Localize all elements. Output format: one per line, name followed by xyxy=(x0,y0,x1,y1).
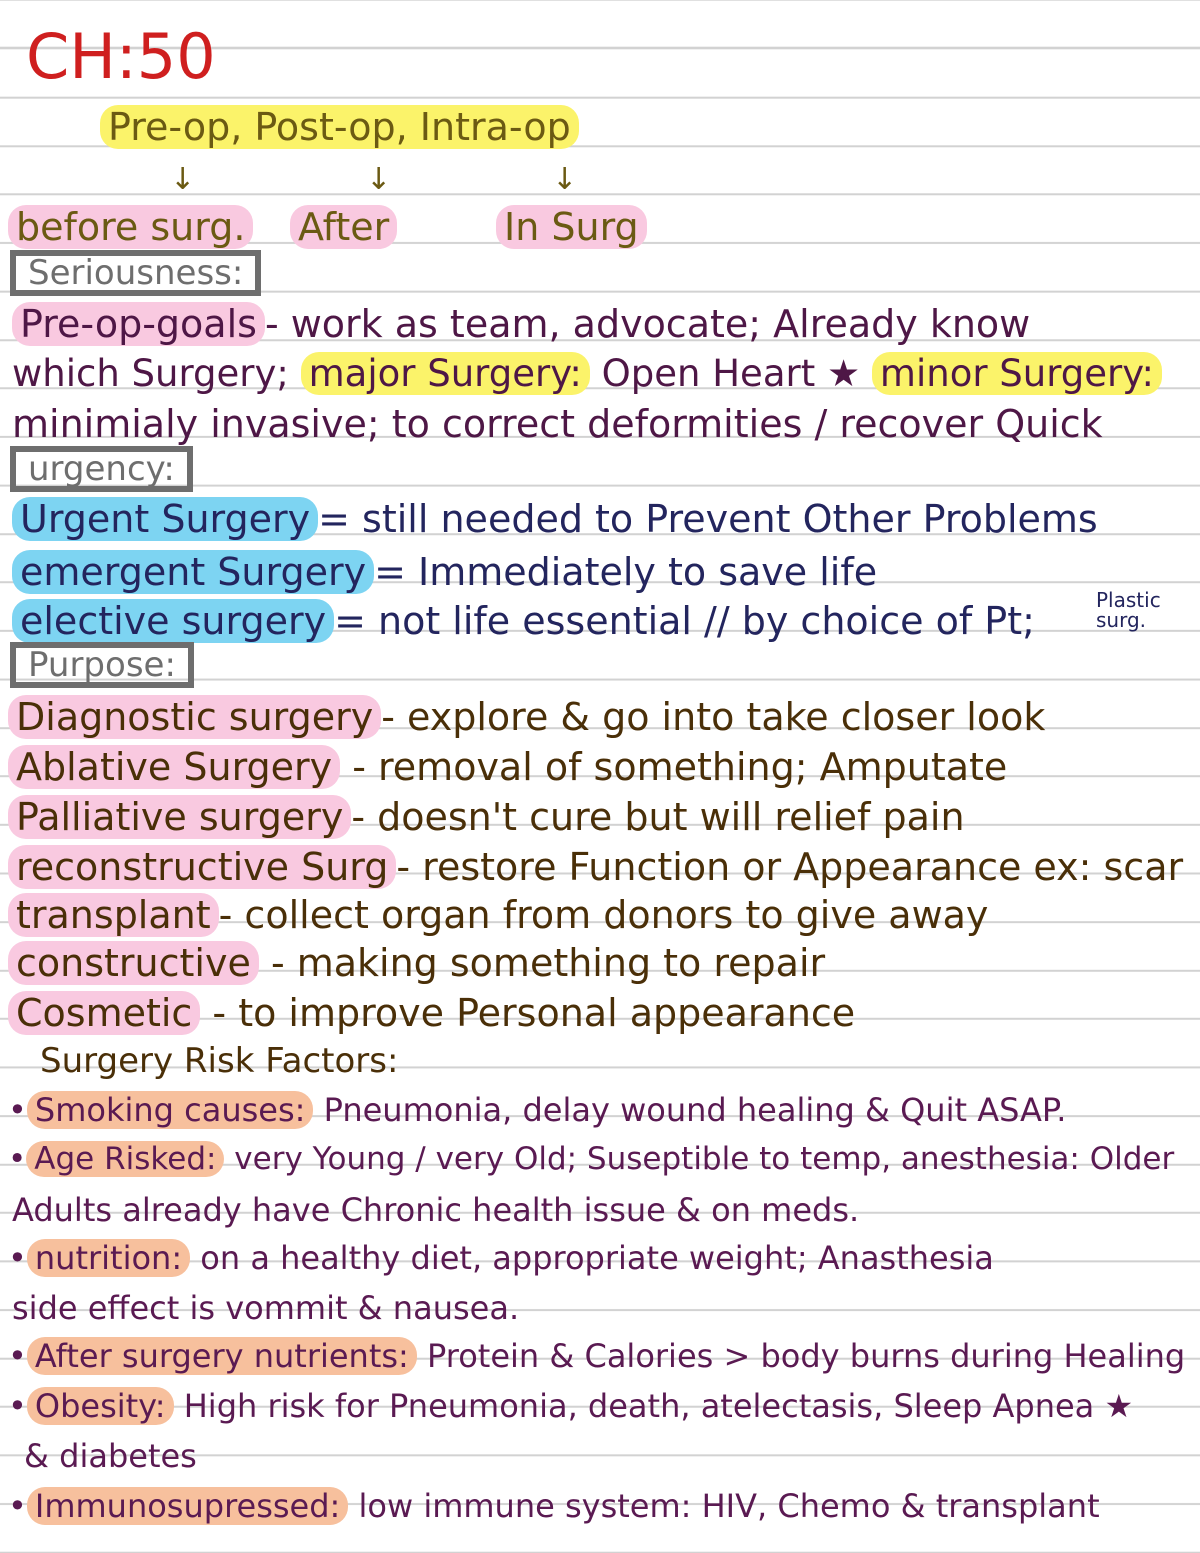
plastic-surg-note xyxy=(1096,590,1161,630)
seriousness-line-3: minimialy invasive; to correct deformities / recover Quick xyxy=(12,402,1103,446)
purpose-item xyxy=(8,845,1184,889)
risk-term: nutrition: xyxy=(27,1239,190,1277)
risk-item-after-surgery xyxy=(8,1337,1186,1375)
seriousness-line-1 xyxy=(12,302,1031,346)
risk-term: Obesity: xyxy=(27,1387,174,1425)
risk-item-smoking xyxy=(8,1091,1067,1129)
urgency-text: = Immediately to save life xyxy=(374,550,878,594)
phase-before xyxy=(8,205,253,249)
phase-after xyxy=(290,205,397,249)
risk-term: Immunosupressed: xyxy=(27,1487,348,1525)
urgency-item xyxy=(12,599,1035,643)
urgency-text: = still needed to Prevent Other Problems xyxy=(318,497,1098,541)
risk-text: High risk for Pneumonia, death, atelectasis, Sleep Apnea ★ xyxy=(173,1387,1134,1425)
phase-after-label: After xyxy=(290,205,397,249)
bullet: • xyxy=(8,1487,27,1525)
minor-surgery-term: minor Surgery: xyxy=(872,352,1162,395)
purpose-term: transplant xyxy=(8,893,219,937)
phases-highlight: Pre-op, Post-op, Intra-op xyxy=(100,105,579,149)
risk-item-obesity xyxy=(8,1387,1134,1425)
urgency-term: emergent Surgery xyxy=(12,550,374,594)
risk-text: Protein & Calories > body burns during Healing xyxy=(416,1337,1186,1375)
bullet: • xyxy=(8,1141,27,1177)
purpose-item xyxy=(8,991,856,1035)
purpose-item xyxy=(8,695,1046,739)
risk-item-immuno xyxy=(8,1487,1100,1525)
urgency-item xyxy=(12,497,1098,541)
purpose-term: Cosmetic xyxy=(8,991,200,1035)
risk-text: Pneumonia, delay wound healing & Quit ASAP. xyxy=(313,1091,1067,1129)
risk-term: After surgery nutrients: xyxy=(27,1337,417,1375)
phase-in-label: In Surg xyxy=(496,205,647,249)
bullet: • xyxy=(8,1387,27,1425)
seriousness-line-2 xyxy=(12,352,1162,395)
risk-item-nutrition-cont: side effect is vommit & nausea. xyxy=(12,1289,520,1327)
risk-item-age-cont: Adults already have Chronic health issue & on meds. xyxy=(12,1191,860,1229)
purpose-item xyxy=(8,941,826,985)
risk-text: very Young / very Old; Suseptible to temp, anesthesia: Older xyxy=(224,1141,1175,1177)
pre-op-goals-text: - work as team, advocate; Already know xyxy=(264,302,1031,346)
bullet: • xyxy=(8,1337,27,1375)
risk-term: Age Risked: xyxy=(26,1141,224,1177)
bullet: • xyxy=(8,1239,27,1277)
purpose-text: - making something to repair xyxy=(258,941,826,985)
surg-note-line: surg. xyxy=(1096,608,1147,632)
seriousness-header xyxy=(10,250,261,296)
purpose-item xyxy=(8,795,965,839)
purpose-header xyxy=(10,642,194,688)
purpose-text: - collect organ from donors to give away xyxy=(218,893,989,937)
arrow-down-icon: ↓ xyxy=(366,162,392,197)
which-surgery-text: which Surgery; xyxy=(12,352,301,395)
urgency-term: Urgent Surgery xyxy=(12,497,318,541)
risk-item-age xyxy=(8,1141,1175,1177)
risk-item-obesity-cont: & diabetes xyxy=(24,1437,197,1475)
urgency-item xyxy=(12,550,878,594)
risk-item-nutrition xyxy=(8,1239,994,1277)
arrow-down-icon: ↓ xyxy=(552,162,578,197)
phase-before-label: before surg. xyxy=(8,205,253,249)
purpose-item xyxy=(8,893,989,937)
seriousness-box: Seriousness: xyxy=(10,250,261,296)
purpose-text: - removal of something; Amputate xyxy=(340,745,1008,789)
purpose-text: - to improve Personal appearance xyxy=(200,991,856,1035)
purpose-box: Purpose: xyxy=(10,642,194,688)
risk-header: Surgery Risk Factors: xyxy=(40,1041,399,1081)
purpose-term: reconstructive Surg xyxy=(8,845,396,889)
urgency-term: elective surgery xyxy=(12,599,334,643)
plastic-note-line: Plastic xyxy=(1096,588,1161,612)
purpose-item xyxy=(8,745,1008,789)
risk-term: Smoking causes: xyxy=(27,1091,314,1129)
risk-text: on a healthy diet, appropriate weight; Anasthesia xyxy=(190,1239,994,1277)
phases-line xyxy=(100,105,579,149)
urgency-header xyxy=(10,446,193,492)
purpose-text: - restore Function or Appearance ex: scar xyxy=(396,845,1184,889)
purpose-term: Diagnostic surgery xyxy=(8,695,381,739)
urgency-box: urgency: xyxy=(10,446,193,492)
open-heart-text: Open Heart ★ xyxy=(589,352,872,395)
phase-in xyxy=(496,205,647,249)
purpose-term: Palliative surgery xyxy=(8,795,351,839)
major-surgery-term: major Surgery: xyxy=(301,352,590,395)
pre-op-goals-term: Pre-op-goals xyxy=(12,302,265,346)
purpose-text: - doesn't cure but will relief pain xyxy=(351,795,965,839)
bullet: • xyxy=(8,1091,27,1129)
risk-text: low immune system: HIV, Chemo & transplant xyxy=(348,1487,1100,1525)
purpose-term: constructive xyxy=(8,941,259,985)
urgency-text: = not life essential // by choice of Pt; xyxy=(334,599,1035,643)
arrow-down-icon: ↓ xyxy=(170,162,196,197)
page-title: CH:50 xyxy=(26,20,216,93)
purpose-term: Ablative Surgery xyxy=(8,745,340,789)
purpose-text: - explore & go into take closer look xyxy=(381,695,1046,739)
